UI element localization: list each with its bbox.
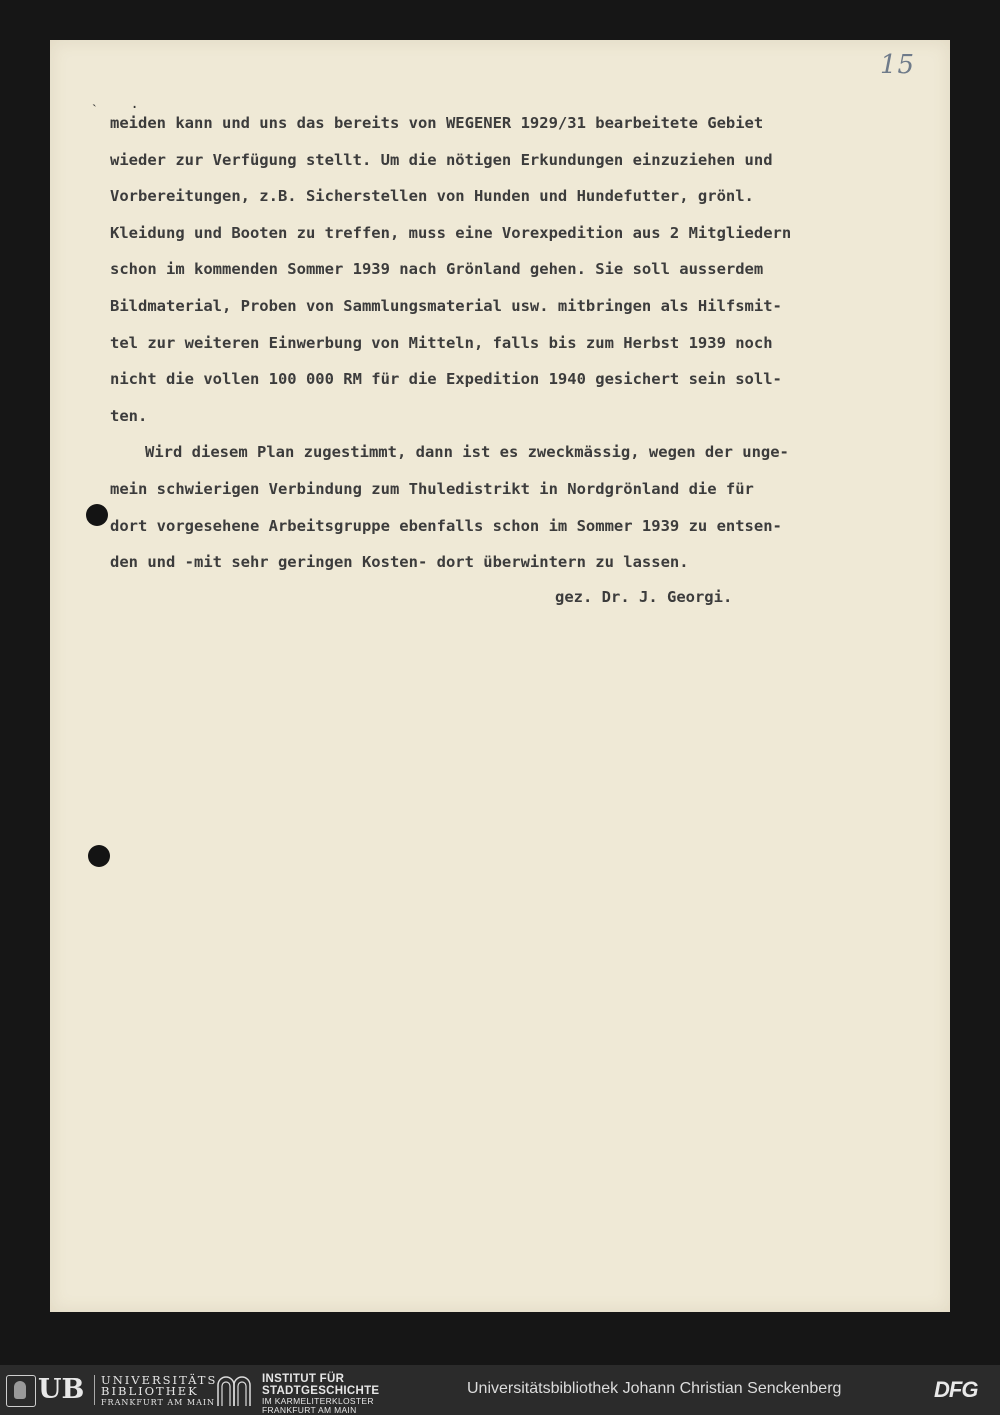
- text-line: Kleidung und Booten zu treffen, muss eine Vorexpedition aus 2 Mitgliedern: [110, 223, 792, 242]
- dfg-logo[interactable]: DFG: [934, 1377, 978, 1402]
- goethe-portrait-icon: [6, 1375, 36, 1407]
- isg-name-line: IM KARMELITERKLOSTER: [262, 1396, 374, 1406]
- isg-logo[interactable]: [216, 1373, 406, 1415]
- text-line: nicht die vollen 100 000 RM für die Expedition 1940 gesichert sein soll-: [110, 370, 782, 389]
- folio-number: 15: [880, 50, 916, 80]
- ub-logo[interactable]: [6, 1373, 218, 1407]
- text-line: den und -mit sehr geringen Kosten- dort überwintern zu lassen.: [110, 553, 689, 572]
- logo-divider: [94, 1375, 95, 1405]
- punch-hole-top: [86, 504, 108, 526]
- isg-name-line: STADTGESCHICHTE: [262, 1385, 380, 1397]
- text-line: mein schwierigen Verbindung zum Thuledistrikt in Nordgrönland die für: [110, 479, 754, 498]
- text-line: meiden kann und uns das bereits von WEGENER 1929/31 bearbeitete Gebiet: [110, 114, 764, 132]
- text-line: Vorbereitungen, z.B. Sicherstellen von Hunden und Hundefutter, grönl.: [110, 187, 754, 206]
- ub-name-line: BIBLIOTHEK: [101, 1384, 199, 1398]
- cloister-arches-icon: [216, 1373, 252, 1407]
- text-line: wieder zur Verfügung stellt. Um die nötigen Erkundungen einzuziehen und: [110, 150, 773, 169]
- isg-name-line: INSTITUT FÜR: [262, 1373, 345, 1385]
- library-title-link[interactable]: Universitätsbibliothek Johann Christian Senckenberg: [467, 1380, 842, 1397]
- isg-name: [262, 1373, 379, 1415]
- ub-letters: UB: [38, 1374, 85, 1405]
- text-line: tel zur weiteren Einwerbung von Mitteln, falls bis zum Herbst 1939 noch: [110, 333, 773, 352]
- signature-line: gez. Dr. J. Georgi.: [555, 588, 733, 606]
- text-line: dort vorgesehene Arbeitsgruppe ebenfalls schon im Sommer 1939 zu entsen-: [110, 516, 782, 535]
- viewer-footer: [0, 1365, 1000, 1415]
- text-line: ten.: [110, 406, 148, 425]
- punch-hole-bottom: [88, 845, 110, 867]
- stray-marks: ˴ .: [92, 96, 139, 112]
- typed-letter-body: [110, 108, 950, 584]
- isg-name-line: FRANKFURT AM MAIN: [262, 1405, 357, 1415]
- text-line: schon im kommenden Sommer 1939 nach Grönland gehen. Sie soll ausserdem: [110, 260, 764, 279]
- text-line: Bildmaterial, Proben von Sammlungsmaterial usw. mitbringen als Hilfsmit-: [110, 296, 782, 315]
- ub-name-line: UNIVERSITÄTS: [101, 1373, 218, 1387]
- ub-name-line: FRANKFURT AM MAIN: [101, 1398, 216, 1407]
- ub-name: [101, 1375, 217, 1408]
- text-line: Wird diesem Plan zugestimmt, dann ist es zweckmässig, wegen der unge-: [145, 443, 789, 462]
